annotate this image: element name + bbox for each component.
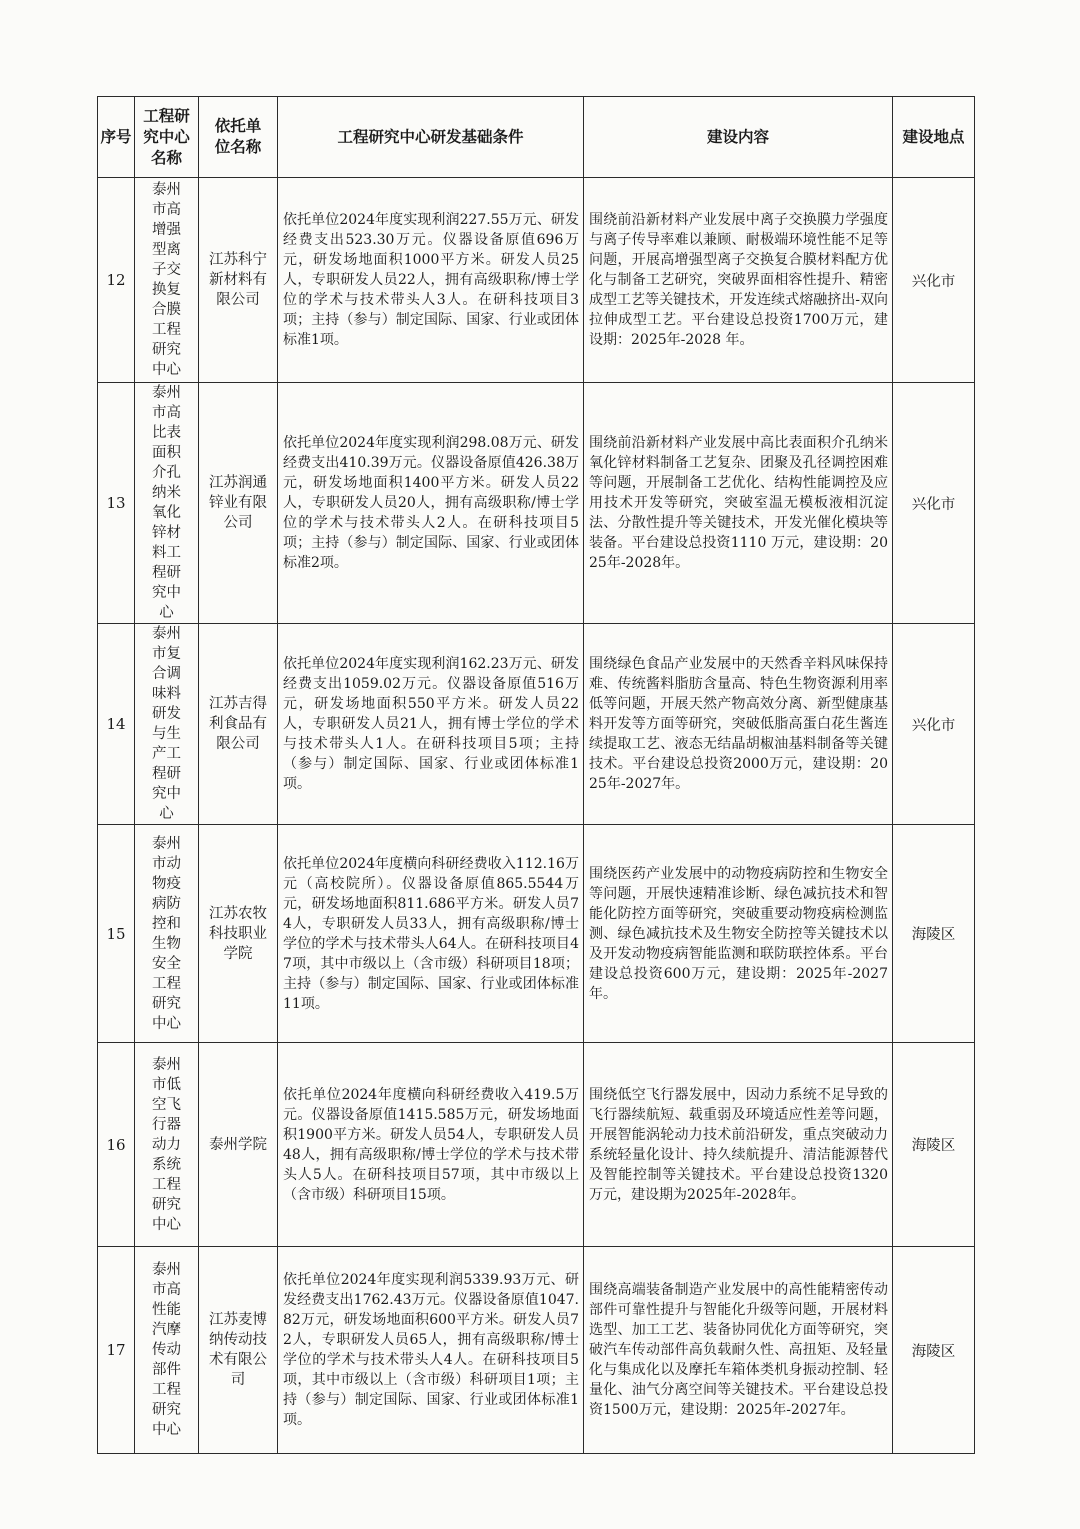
row-center-name-cell xyxy=(135,383,199,624)
row-unit-cell xyxy=(199,1043,278,1247)
row-conditions-cell xyxy=(278,825,584,1043)
row-conditions-cell xyxy=(278,383,584,624)
row-content: 围绕低空飞行器发展中，因动力系统不足导致的飞行器续航短、载重弱及环境适应性差等问题，开展智能涡轮动力技术前沿研发，重点突破动力系统轻量化设计、持久续航提升、清洁能源替代及智能控制等关键技术。平台建设总投资1320万元，建设期为2025年-2028年。 xyxy=(589,1086,888,1203)
table-row xyxy=(98,825,975,1043)
table-row xyxy=(98,178,975,383)
table-row xyxy=(98,624,975,825)
table-body xyxy=(98,178,975,1454)
header-index: 序号 xyxy=(98,97,135,178)
row-center-name: 泰州市动物疫病防控和生物安全工程研究中心 xyxy=(152,835,181,1032)
row-content-cell xyxy=(584,383,893,624)
row-unit: 江苏科宁新材料有限公司 xyxy=(209,252,267,308)
header-unit: 依托单位名称 xyxy=(199,97,278,178)
row-center-name: 泰州市低空飞行器动力系统工程研究中心 xyxy=(152,1056,181,1233)
table-header-row xyxy=(98,97,975,178)
row-center-name-cell xyxy=(135,178,199,383)
row-unit: 江苏农牧科技职业学院 xyxy=(209,905,267,962)
table-row xyxy=(98,383,975,624)
row-content: 围绕前沿新材料产业发展中高比表面积介孔纳米氧化锌材料制备工艺复杂、团聚及孔径调控困难等问题，开展制备工艺优化、结构性能调控及应用技术开发等研究，突破室温无模板液相沉淀法、分散性提升等关键技术，开发光催化模块等装备。平台建设总投资1110 万元，建设期：2025年-2028年。 xyxy=(589,435,888,571)
row-index: 14 xyxy=(106,715,126,733)
row-index-cell xyxy=(98,178,135,383)
engineering-center-table xyxy=(97,96,975,1454)
row-index: 13 xyxy=(106,494,126,512)
row-index-cell xyxy=(98,1043,135,1247)
row-conditions-cell xyxy=(278,624,584,825)
row-location-cell xyxy=(893,624,975,825)
row-location-cell xyxy=(893,383,975,624)
row-center-name-cell xyxy=(135,624,199,825)
row-conditions: 依托单位2024年度实现利润298.08万元、研发经费支出410.39万元。仪器设备原值426.38万元，研发场地面积1400平方米。研发人员22人，专职研发人员20人，拥有高级职称/博士学位的学术与技术带头人2人。在研科技项目5项；主持（参与）制定国际、国家、行业或团体标准2项。 xyxy=(283,435,579,571)
row-center-name-cell xyxy=(135,825,199,1043)
row-location-cell xyxy=(893,825,975,1043)
row-content-cell xyxy=(584,1247,893,1454)
row-unit-cell xyxy=(199,383,278,624)
row-unit: 泰州学院 xyxy=(209,1136,267,1153)
row-content: 围绕高端装备制造产业发展中的高性能精密传动部件可靠性提升与智能化升级等问题，开展材料选型、加工工艺、装备协同优化方面等研究，突破汽车传动部件高负载耐久性、高扭矩、及轻量化与集成化以及摩托车箱体类机身振动控制、轻量化、油气分离空间等关键技术。平台建设总投资1500万元，建设期：2025年-2027年。 xyxy=(589,1282,888,1418)
row-content-cell xyxy=(584,178,893,383)
row-conditions: 依托单位2024年度实现利润227.55万元、研发经费支出523.30万元。仪器设备原值696万元，研发场地面积1000平方米。研发人员25人，专职研发人员22人，拥有高级职称/博士学位的学术与技术带头人3人。在研科技项目3项；主持（参与）制定国际、国家、行业或团体标准1项。 xyxy=(283,212,579,348)
row-unit: 江苏麦博纳传动技术有限公司 xyxy=(209,1312,267,1388)
row-location: 海陵区 xyxy=(911,1138,956,1154)
row-conditions: 依托单位2024年度实现利润5339.93万元、研发经费支出1762.43万元。仪器设备原值1047.82万元，研发场地面积600平方米。研发人员72人，专职研发人员65人，拥有高级职称/博士学位的学术与技术带头人4人。在研科技项目5项，其中市级以上（含市级）科研项目1项；主持（参与）制定国际、国家、行业或团体标准1项。 xyxy=(283,1272,579,1428)
row-center-name-cell xyxy=(135,1043,199,1247)
row-unit: 江苏吉得利食品有限公司 xyxy=(209,696,267,752)
row-center-name: 泰州市复合调味料研发与生产工程研究中心 xyxy=(152,626,181,822)
row-conditions: 依托单位2024年度横向科研经费收入419.5万元。仪器设备原值1415.585万元，研发场地面积1900平方米。研发人员54人，专职研发人员48人，拥有高级职称/博士学位的学术与技术带头人5人。在研科技项目57项，其中市级以上（含市级）科研项目15项。 xyxy=(283,1086,579,1203)
row-index-cell xyxy=(98,1247,135,1454)
row-index-cell xyxy=(98,383,135,624)
row-index-cell xyxy=(98,825,135,1043)
row-center-name: 泰州市高增强型离子交换复合膜工程研究中心 xyxy=(152,182,181,378)
row-conditions-cell xyxy=(278,1247,584,1454)
row-conditions-cell xyxy=(278,178,584,383)
row-index: 15 xyxy=(106,924,126,943)
row-content-cell xyxy=(584,1043,893,1247)
row-location: 海陵区 xyxy=(911,927,956,943)
row-unit-cell xyxy=(199,624,278,825)
row-unit-cell xyxy=(199,1247,278,1454)
row-location: 兴化市 xyxy=(911,717,956,734)
row-location-cell xyxy=(893,1043,975,1247)
row-unit-cell xyxy=(199,825,278,1043)
row-conditions-cell xyxy=(278,1043,584,1247)
row-content-cell xyxy=(584,624,893,825)
row-unit-cell xyxy=(199,178,278,383)
row-center-name: 泰州市高性能汽摩传动部件工程研究中心 xyxy=(152,1262,181,1438)
row-location: 兴化市 xyxy=(911,273,956,290)
row-conditions: 依托单位2024年度横向科研经费收入112.16万元（高校院所）。仪器设备原值865.5544万元，研发场地面积811.686平方米。研发人员74人，专职研发人员33人，拥有高级职称/博士学位的学术与技术带头人64人。在研科技项目47项，其中市级以上（含市级）科研项目18项；主持（参与）制定国际、国家、行业或团体标准11项。 xyxy=(283,855,579,1012)
table-row xyxy=(98,1043,975,1247)
row-index: 12 xyxy=(106,271,126,289)
row-location: 海陵区 xyxy=(911,1343,956,1360)
header-center-name: 工程研究中心名称 xyxy=(135,97,199,178)
header-location: 建设地点 xyxy=(893,97,975,178)
row-location-cell xyxy=(893,1247,975,1454)
row-unit: 江苏润通锌业有限公司 xyxy=(209,475,267,531)
row-index: 17 xyxy=(106,1341,126,1359)
row-center-name: 泰州市高比表面积介孔纳米氧化锌材料工程研究中心 xyxy=(152,385,181,621)
row-conditions: 依托单位2024年度实现利润162.23万元、研发经费支出1059.02万元。仪器设备原值516万元，研发场地面积550平方米。研发人员22人，专职研发人员21人，拥有博士学位的学术与技术带头人1人。在研科技项目5项；主持（参与）制定国际、国家、行业或团体标准1项。 xyxy=(283,656,579,792)
header-content: 建设内容 xyxy=(584,97,893,178)
row-index: 16 xyxy=(106,1135,126,1154)
row-content: 围绕前沿新材料产业发展中离子交换膜力学强度与离子传导率难以兼顾、耐极端环境性能不足等问题，开展高增强型离子交换复合膜材料配方优化与制备工艺研究，突破界面相容性提升、精密成型工艺等关键技术，开发连续式熔融挤出-双向拉伸成型工艺。平台建设总投资1700万元，建设期：2025年-2028 年。 xyxy=(589,212,888,348)
row-index-cell xyxy=(98,624,135,825)
row-location: 兴化市 xyxy=(911,496,956,513)
table-row xyxy=(98,1247,975,1454)
header-conditions: 工程研究中心研发基础条件 xyxy=(278,97,584,178)
row-center-name-cell xyxy=(135,1247,199,1454)
row-content: 围绕绿色食品产业发展中的天然香辛料风味保持难、传统酱料脂肪含量高、特色生物资源利用率低等问题，开展天然产物高效分离、新型健康基料开发等方面等研究，突破低脂高蛋白花生酱连续提取工艺、液态无结晶胡椒油基料制备等关键技术。平台建设总投资2000万元，建设期：2025年-2027年。 xyxy=(589,656,888,792)
row-location-cell xyxy=(893,178,975,383)
row-content: 围绕医药产业发展中的动物疫病防控和生物安全等问题，开展快速精准诊断、绿色减抗技术和智能化防控方面等研究，突破重要动物疫病检测监测、绿色减抗技术及生物安全防控等关键技术以及开发动物疫病智能监测和联防联控体系。平台建设总投资600万元，建设期：2025年-2027年。 xyxy=(589,865,888,1002)
row-content-cell xyxy=(584,825,893,1043)
